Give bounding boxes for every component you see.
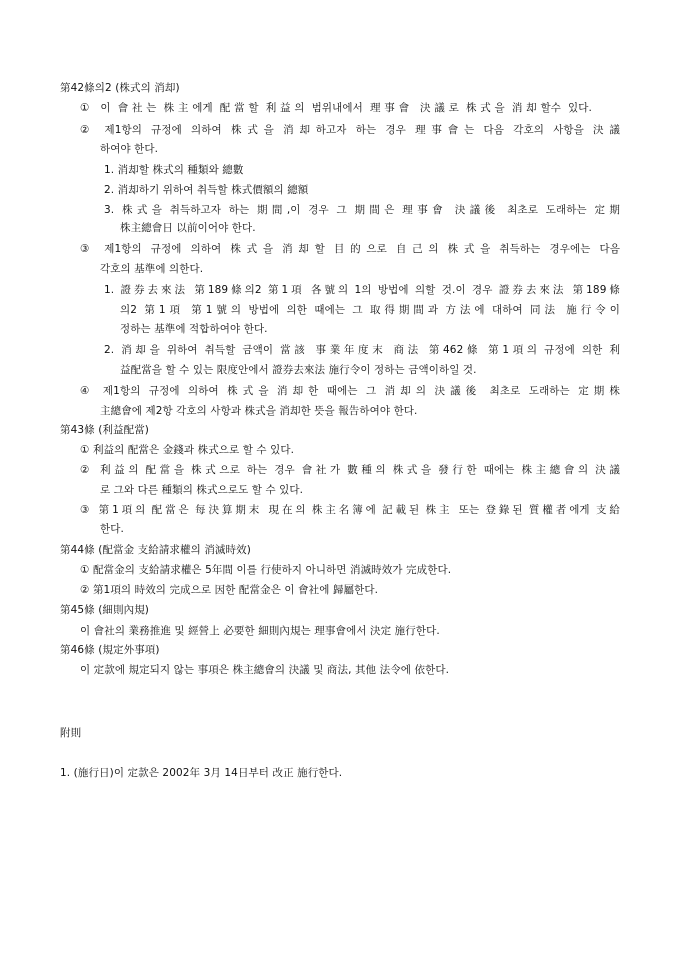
article-42-2-para-1: ① 이 會社는 株主에게 配當할 利益의 범위내에서 理事會 決議로 株式을 消却할수 있다.	[80, 102, 592, 114]
article-42-2-para-3-line-1: ③ 제1항의 규정에 의하여 株式을 消却할 目的으로 自己의 株式을 취득하는 경우에는 다음	[80, 243, 620, 255]
article-42-2-item-3-line-2: 株主總會日 以前이어야 한다.	[120, 222, 256, 234]
article-42-2-para-4-line-2: 主總會에 제2항 각호의 사항과 株式을 消却한 뜻을 報告하여야 한다.	[100, 405, 418, 417]
article-46-para-1: 이 定款에 規定되지 않는 事項은 株主總會의 決議 및 商法, 其他 法令에 依한다.	[80, 664, 450, 676]
article-42-2-para-3-item-1-line-1: 1. 證券去來法 第189條의2 第1項 各號의 1의 방법에 의할 것.이 경우 證券去來法 第189條	[104, 284, 620, 296]
article-46-title: 第46條 (規定外事項)	[60, 644, 160, 656]
article-44-para-2: ② 第1項의 時效의 完成으로 因한 配當金은 이 會社에 歸屬한다.	[80, 584, 379, 596]
article-45-title: 第45條 (細則內規)	[60, 604, 149, 616]
article-43-title: 第43條 (利益配當)	[60, 424, 149, 436]
article-42-2-para-2-line-1: ② 제1항의 규정에 의하여 株式을 消却하고자 하는 경우 理事會는 다음 각호의 사항을 決議	[80, 124, 620, 136]
article-45-para-1: 이 會社의 業務推進 및 經營上 必要한 細則內規는 理事會에서 決定 施行한다.	[80, 625, 440, 637]
article-42-2-para-3-item-1-line-3: 정하는 基準에 적합하여야 한다.	[120, 323, 268, 335]
article-43-para-2-line-2: 로 그와 다른 種類의 株式으로도 할 수 있다.	[100, 484, 304, 496]
article-43-para-3-line-2: 한다.	[100, 523, 124, 535]
article-42-2-para-3-line-2: 각호의 基準에 의한다.	[100, 263, 204, 275]
article-42-2-para-3-item-1-line-2: 의2 第1項 第1號의 방법에 의한 때에는 그 取得期間과 方法에 대하여 同法 施行令이	[120, 304, 620, 316]
article-43-para-2-line-1: ② 利益의 配當을 株式으로 하는 경우 會社가 數種의 株式을 發行한 때에는 株主總會의 決議	[80, 464, 620, 476]
article-42-2-item-3-line-1: 3. 株式을 취득하고자 하는 期間,이 경우 그 期間은 理事會 決議後 최초로 도래하는 定期	[104, 204, 620, 216]
article-42-2-title: 第42條의2 (株式의 消却)	[60, 82, 180, 94]
addendum-item-1: 1. (施行日)이 定款은 2002年 3月 14日부터 改正 施行한다.	[60, 767, 343, 779]
article-42-2-para-4-line-1: ④ 제1항의 규정에 의하여 株式을 消却한 때에는 그 消却의 決議後 최초로 도래하는 定期株	[80, 385, 620, 397]
article-44-para-1: ① 配當金의 支給請求權은 5年間 이를 行使하지 아니하면 消滅時效가 完成한다.	[80, 564, 452, 576]
article-42-2-item-2: 2. 消却하기 위하여 취득할 株式價額의 總額	[104, 184, 309, 196]
article-43-para-1: ① 利益의 配當은 金錢과 株式으로 할 수 있다.	[80, 444, 295, 456]
addendum-title: 附則	[60, 727, 82, 739]
article-42-2-para-3-item-2-line-2: 益配當을 할 수 있는 限度안에서 證券去來法 施行令이 정하는 금액이하일 것.	[120, 364, 477, 376]
article-44-title: 第44條 (配當金 支給請求權의 消滅時效)	[60, 544, 251, 556]
article-42-2-para-2-line-2: 하여야 한다.	[100, 143, 159, 155]
article-43-para-3-line-1: ③ 第1項의 配當은 每決算期末 現在의 株主名簿에 記載된 株主 또는 登錄된 質權者에게 支給	[80, 504, 620, 516]
article-42-2-para-3-item-2-line-1: 2. 消却을 위하여 취득할 금액이 當該 事業年度末 商法 第462條 第1項의 규정에 의한 利	[104, 344, 620, 356]
article-42-2-item-1: 1. 消却할 株式의 種類와 總數	[104, 164, 244, 176]
